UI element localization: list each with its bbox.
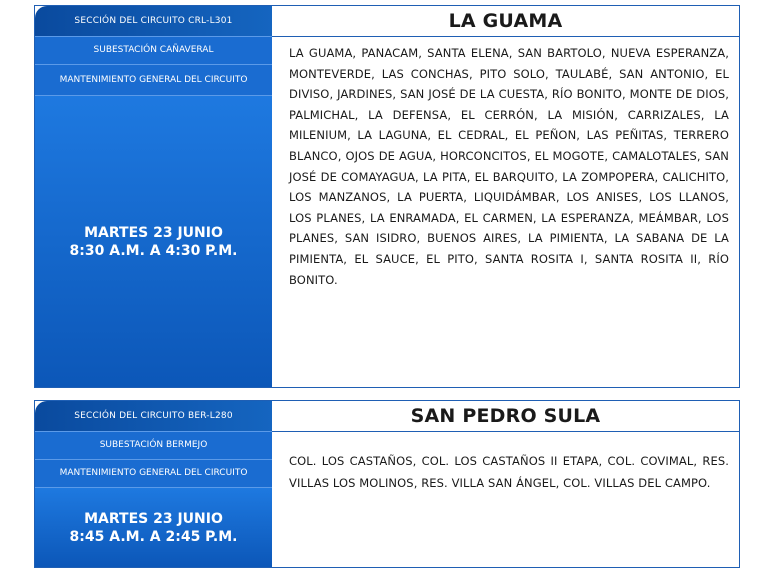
city-title: SAN PEDRO SULA — [272, 401, 739, 432]
schedule-block — [35, 487, 272, 567]
circuit-section-tag: SECCIÓN DEL CIRCUITO CRL-L301 — [35, 6, 272, 36]
outage-time: 8:30 A.M. A 4:30 P.M. — [69, 242, 238, 259]
outage-date: MARTES 23 JUNIO — [84, 510, 223, 527]
substation-label: SUBESTACIÓN CAÑAVERAL — [35, 36, 272, 64]
circuit-section-tag: SECCIÓN DEL CIRCUITO BER-L280 — [35, 401, 272, 431]
circuit-info-column — [35, 401, 272, 567]
outage-date: MARTES 23 JUNIO — [84, 224, 223, 241]
outage-time: 8:45 A.M. A 2:45 P.M. — [69, 528, 238, 545]
affected-areas-text: LA GUAMA, PANACAM, SANTA ELENA, SAN BARTOLO, NUEVA ESPERANZA, MONTEVERDE, LAS CONCHAS, PITO SOLO, TAULABÉ, SAN ANTONIO, EL DIVISO, JARDINES, SAN JOSÉ DE LA CUESTA, RÍO BONITO, MONTE DE DIOS, PALMICHAL, LA DEFENSA, EL CERRÓN, LA MISIÓN, CARRIZALES, LA MILENIUM, LA LAGUNA, EL CEDRAL, EL PEÑON, LAS PEÑITAS, TERRERO BLANCO, OJOS DE AGUA, HORCONCITOS, EL MOGOTE, CAMALOTALES, SAN JOSÉ DE COMAYAGUA, LA PITA, EL BARQUITO, LA ZOMPOPERA, CALICHITO, LOS MANZANOS, LA PUERTA, LIQUIDÁMBAR, LOS ANISES, LOS LLANOS, LOS PLANES, LA ENRAMADA, EL CARMEN, LA ESPERANZA, MEÁMBAR, LOS PLANES, SAN ISIDRO, BUENOS AIRES, LA PIMIENTA, LA SABANA DE LA PIMIENTA, EL SAUCE, EL PITO, SANTA ROSITA I, SANTA ROSITA II, RÍO BONITO. — [289, 46, 729, 287]
work-type-label: MANTENIMIENTO GENERAL DEL CIRCUITO — [35, 459, 272, 487]
substation-label: SUBESTACIÓN BERMEJO — [35, 431, 272, 459]
schedule-block — [35, 95, 272, 387]
circuit-info-column — [35, 6, 272, 387]
affected-areas-column — [272, 401, 739, 567]
outage-card-la-guama — [34, 5, 740, 388]
affected-areas-text: COL. LOS CASTAÑOS, COL. LOS CASTAÑOS II ETAPA, COL. COVIMAL, RES. VILLAS LOS MOLINOS, RES. VILLA SAN ÁNGEL, COL. VILLAS DEL CAMPO. — [289, 454, 729, 490]
city-title: LA GUAMA — [272, 6, 739, 37]
work-type-label: MANTENIMIENTO GENERAL DEL CIRCUITO — [35, 64, 272, 95]
outage-card-san-pedro-sula — [34, 400, 740, 568]
affected-areas-column — [272, 6, 739, 387]
